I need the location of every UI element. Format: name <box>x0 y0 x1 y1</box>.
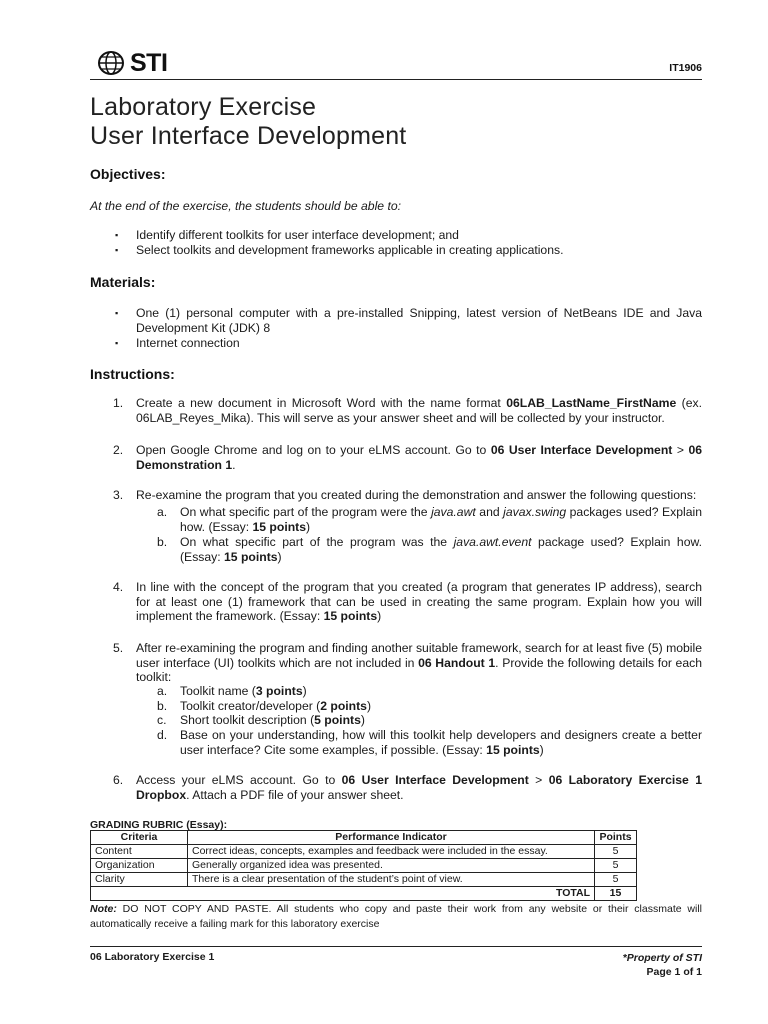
rubric-title: GRADING RUBRIC (Essay): <box>90 819 228 831</box>
table-cell: Organization <box>91 859 188 873</box>
table-row <box>91 845 637 859</box>
property-notice: *Property of STI <box>622 952 702 964</box>
title-line-2: User Interface Development <box>90 122 407 150</box>
table-cell: There is a clear presentation of the student’s point of view. <box>188 873 595 887</box>
table-row <box>91 859 637 873</box>
logo-text: STI <box>130 49 168 77</box>
table-header-row <box>91 831 637 845</box>
bullet-icon: ▪ <box>115 308 119 318</box>
table-cell: Content <box>91 845 188 859</box>
objective-item: Select toolkits and development frameworks applicable in creating applications. <box>136 243 564 257</box>
instruction-5d: Base on your understanding, how will this toolkit help developers and designers create a better user interface? Cite some examples, if possible. (Essay: 15 points) <box>180 728 702 757</box>
instruction-number: 4. <box>113 580 124 594</box>
instruction-number: 6. <box>113 773 124 787</box>
instruction-number: 1. <box>113 396 124 410</box>
objectives-intro: At the end of the exercise, the students should be able to: <box>90 199 401 213</box>
material-item: One (1) personal computer with a pre-installed Snipping, latest version of NetBeans IDE and Java Development Kit (JDK) 8 <box>136 306 702 335</box>
column-header: Points <box>595 831 637 845</box>
page-title <box>90 93 406 151</box>
instruction-4: In line with the concept of the program that you created (a program that generates IP address), search for at least one (1) framework that can be used in creating the same program. Explain how you will implement the framework. (Essay: 15 points) <box>136 580 702 623</box>
sub-letter: c. <box>157 713 167 727</box>
materials-heading: Materials: <box>90 274 156 290</box>
sub-letter: b. <box>157 535 168 549</box>
table-row <box>91 873 637 887</box>
document-code: IT1906 <box>669 62 702 74</box>
grading-rubric-table <box>90 830 637 901</box>
footer-right <box>623 951 702 979</box>
objectives-heading: Objectives: <box>90 166 166 182</box>
total-label: TOTAL <box>91 887 595 901</box>
page-number: Page 1 of 1 <box>646 966 702 978</box>
material-item: Internet connection <box>136 336 240 350</box>
table-cell: Clarity <box>91 873 188 887</box>
instruction-number: 3. <box>113 488 124 502</box>
sub-letter: b. <box>157 699 168 713</box>
table-cell: Correct ideas, concepts, examples and feedback were included in the essay. <box>188 845 595 859</box>
instruction-6: Access your eLMS account. Go to 06 User Interface Development > 06 Laboratory Exercise 1 Dropbox. Attach a PDF file of your answer sheet. <box>136 773 702 802</box>
footer-title: 06 Laboratory Exercise 1 <box>90 951 215 963</box>
table-cell: Generally organized idea was presented. <box>188 859 595 873</box>
instruction-number: 5. <box>113 641 124 655</box>
column-header: Criteria <box>91 831 188 845</box>
table-cell: 5 <box>595 859 637 873</box>
instruction-5b: Toolkit creator/developer (2 points) <box>180 699 372 713</box>
sti-logo <box>96 50 167 76</box>
instruction-3a: On what specific part of the program were the java.awt and javax.swing packages used? Explain how. (Essay: 15 points) <box>180 505 703 534</box>
instruction-2: Open Google Chrome and log on to your eLMS account. Go to 06 User Interface Development > 06 Demonstration 1. <box>136 443 703 472</box>
column-header: Performance Indicator <box>188 831 595 845</box>
title-line-1: Laboratory Exercise <box>90 93 317 121</box>
sub-letter: d. <box>157 728 168 742</box>
instruction-number: 2. <box>113 443 124 457</box>
instructions-heading: Instructions: <box>90 366 175 382</box>
total-row <box>91 887 637 901</box>
sub-letter: a. <box>157 505 168 519</box>
page-footer <box>90 946 702 978</box>
instruction-5: After re-examining the program and finding another suitable framework, search for at least five (5) mobile user interface (UI) toolkits which are not included in 06 Handout 1. Provide the following details for each toolkit: <box>136 641 702 684</box>
note-paragraph: Note: DO NOT COPY AND PASTE. All students who copy and paste their work from any website or their classmate will automatically receive a failing mark for this laboratory exercise <box>90 903 702 930</box>
page-header <box>90 44 702 80</box>
table-cell: 5 <box>595 873 637 887</box>
table-cell: 5 <box>595 845 637 859</box>
sub-letter: a. <box>157 684 168 698</box>
instruction-3b: On what specific part of the program was the java.awt.event package used? Explain how. (Essay: 15 points) <box>180 535 702 564</box>
bullet-icon: ▪ <box>115 338 119 348</box>
instruction-5c: Short toolkit description (5 points) <box>180 713 365 727</box>
instruction-5a: Toolkit name (3 points) <box>180 684 307 698</box>
bullet-icon: ▪ <box>115 230 119 240</box>
instruction-1: Create a new document in Microsoft Word with the name format 06LAB_LastName_FirstName (ex. 06LAB_Reyes_Mika). This will serve as your answer sheet and will be collected by your instructor. <box>136 396 702 425</box>
objective-item: Identify different toolkits for user interface development; and <box>136 228 459 242</box>
total-value: 15 <box>595 887 637 901</box>
instruction-3: Re-examine the program that you created during the demonstration and answer the following questions: <box>136 488 697 502</box>
bullet-icon: ▪ <box>115 245 119 255</box>
globe-icon <box>96 50 130 76</box>
